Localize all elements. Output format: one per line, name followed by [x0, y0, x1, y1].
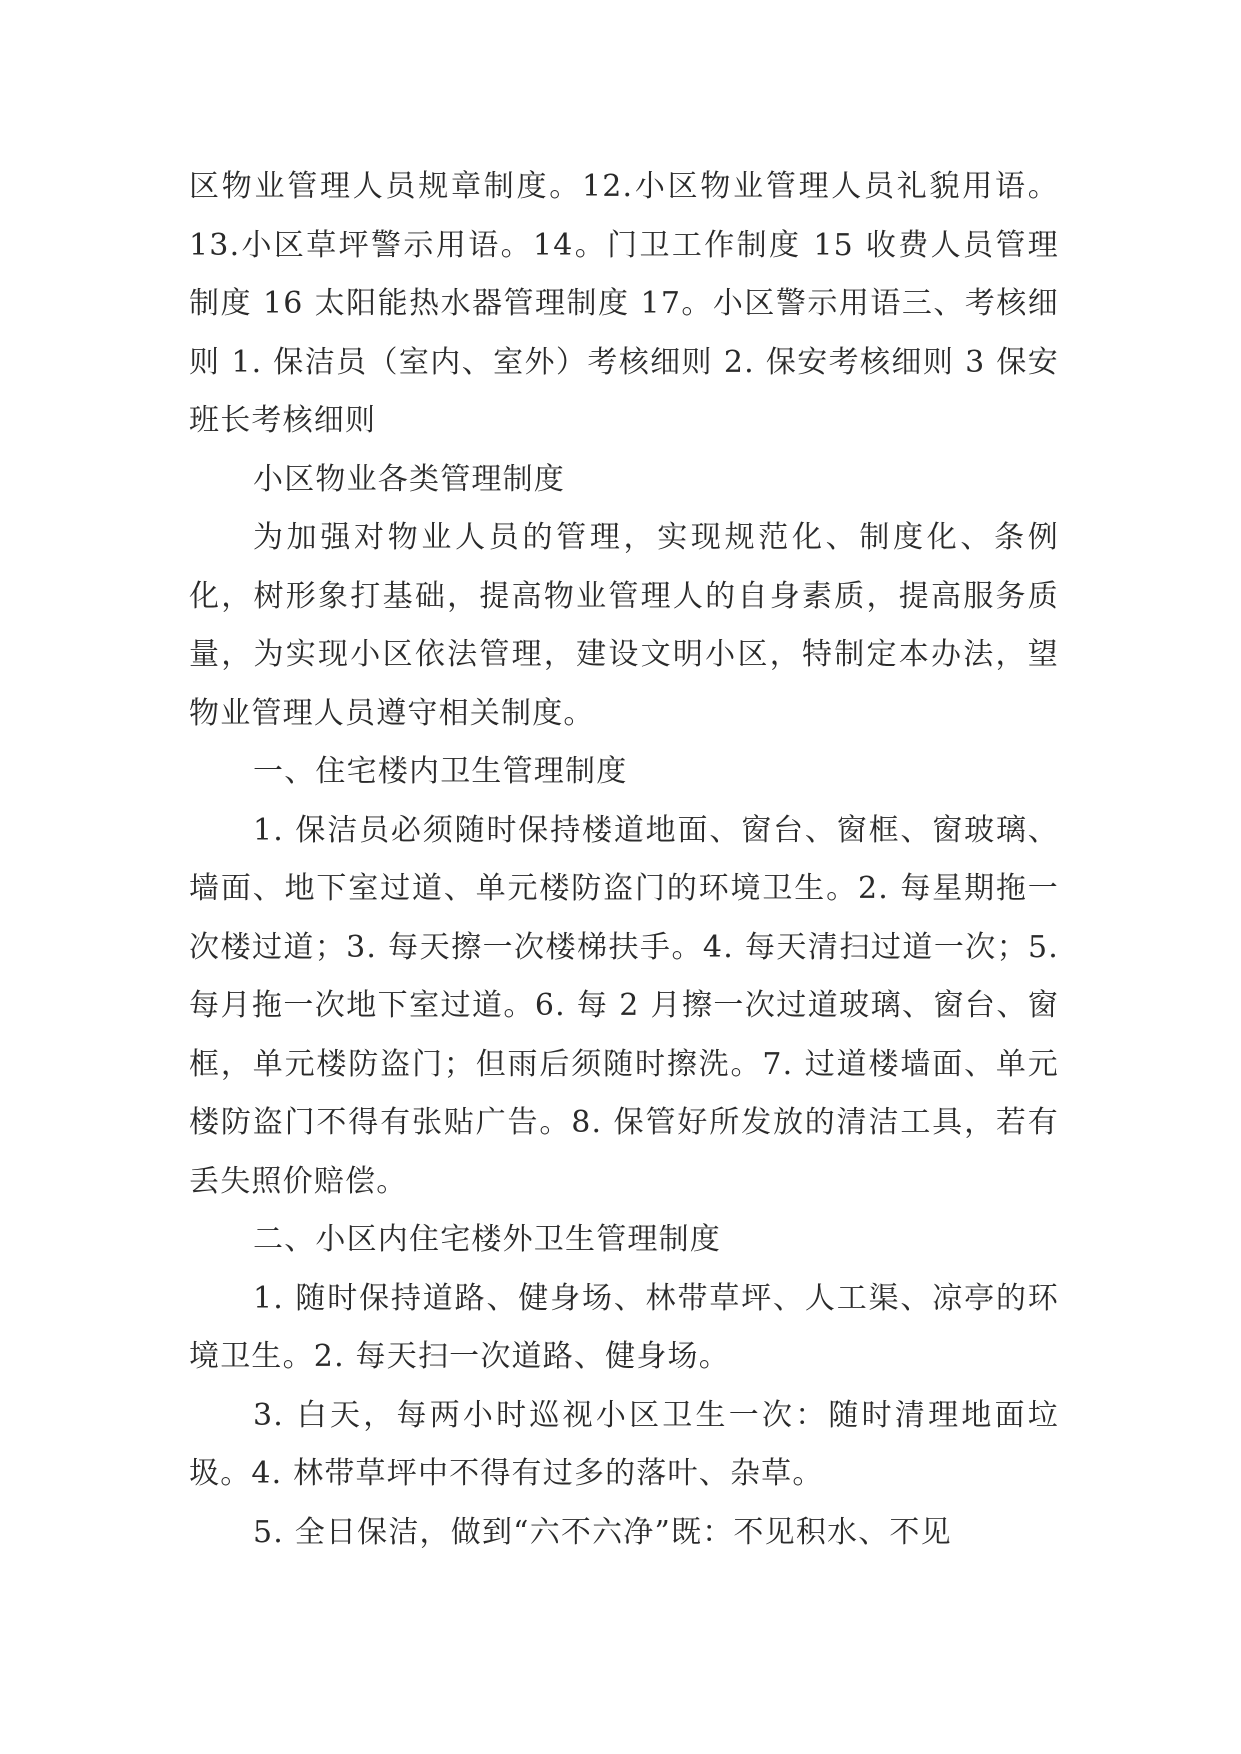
- section-1-heading: 一、住宅楼内卫生管理制度: [253, 754, 628, 789]
- section-2-item-5-paragraph: 5. 全日保洁，做到“六不六净”既：不见积水、不见: [253, 1514, 952, 1550]
- document-body: [189, 158, 1059, 1562]
- section-1-paragraph: 1. 保洁员必须随时保持楼道地面、窗台、窗框、窗玻璃、墙面、地下室过道、单元楼防盗门的环境卫生。2. 每星期拖一次楼过道；3. 每天擦一次楼梯扶手。4. 每天清扫过道一次；5. 每月拖一次地下室过道。6. 每 2 月擦一次过道玻璃、窗台、窗框，单元楼防盗门；但雨后须随时擦洗。7. 过道楼墙面、单元楼防盗门不得有张贴广告。8. 保管好所发放的清洁工具，若有丢失照价赔偿。: [189, 812, 1059, 1199]
- section-2-heading: 二、小区内住宅楼外卫生管理制度: [253, 1222, 721, 1257]
- toc-continuation-paragraph: 区物业管理人员规章制度。12.小区物业管理人员礼貌用语。13.小区草坪警示用语。14。门卫工作制度 15 收费人员管理制度 16 太阳能热水器管理制度 17。小区警示用语三、考核细则 1. 保洁员（室内、室外）考核细则 2. 保安考核细则 3 保安班长考核细则: [189, 169, 1059, 438]
- main-title: 小区物业各类管理制度: [253, 461, 565, 497]
- section-2-item-3-paragraph: 3. 白天，每两小时巡视小区卫生一次：随时清理地面垃圾。4. 林带草坪中不得有过多的落叶、杂草。: [189, 1397, 1059, 1491]
- intro-paragraph: 为加强对物业人员的管理，实现规范化、制度化、条例化，树形象打基础，提高物业管理人的自身素质，提高服务质量，为实现小区依法管理，建设文明小区，特制定本办法，望物业管理人员遵守相关制度。: [189, 520, 1059, 731]
- section-2-item-1-paragraph: 1. 随时保持道路、健身场、林带草坪、人工渠、凉亭的环境卫生。2. 每天扫一次道路、健身场。: [189, 1280, 1059, 1374]
